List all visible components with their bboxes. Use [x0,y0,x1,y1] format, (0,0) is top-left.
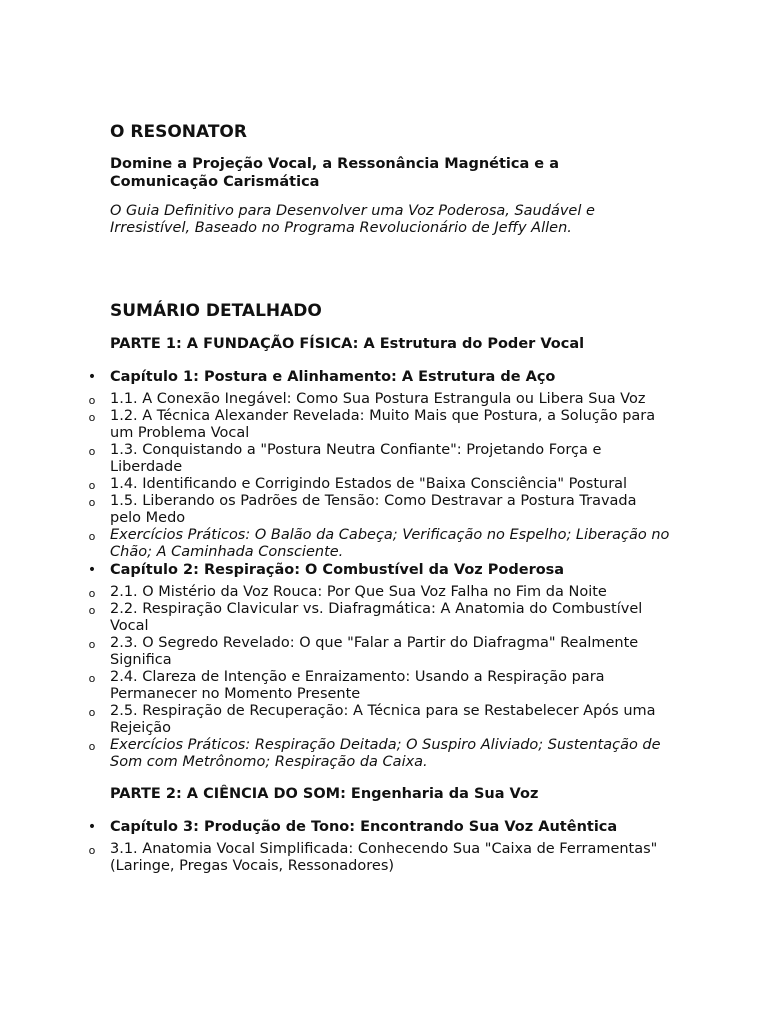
part-2-title: PARTE 2: A CIÊNCIA DO SOM: Engenharia da Sua Voz [110,786,539,802]
sub-bullet-icon: o [88,394,96,407]
sub-bullet-icon: o [88,604,96,617]
document-tagline: O Guia Definitivo para Desenvolver uma Voz Poderosa, Saudável e Irresistível, Baseado no Programa Revolucionário de Jeffy Allen. [110,203,595,236]
exercise-list-item: o Exercícios Práticos: O Balão da Cabeça; Verificação no Espelho; Liberação no Chão; A Caminhada Consciente. [110,527,670,561]
toc-heading: SUMÁRIO DETALHADO [110,301,322,321]
chapter-2-items [88,584,670,771]
document-title: O RESONATOR [110,122,247,142]
bullet-icon: • [87,562,97,578]
sub-bullet-icon: o [88,844,96,857]
chapter-1-title [87,368,670,386]
bullet-icon: • [87,369,97,385]
sub-bullet-icon: o [88,638,96,651]
chapter-3-items [88,841,670,875]
chapter-1-label: Capítulo 1: Postura e Alinhamento: A Estrutura de Aço [110,369,556,385]
chapter-2-label: Capítulo 2: Respiração: O Combustível da Voz Poderosa [110,562,565,578]
list-item: o 3.1. Anatomia Vocal Simplificada: Conhecendo Sua "Caixa de Ferramentas" (Laringe, Pregas Vocais, Ressonadores) [110,841,670,875]
chapter-1-items [88,391,670,561]
part-1-title: PARTE 1: A FUNDAÇÃO FÍSICA: A Estrutura do Poder Vocal [110,336,585,352]
document-content [87,121,670,875]
sub-bullet-icon: o [88,496,96,509]
list-item: o 1.1. A Conexão Inegável: Como Sua Postura Estrangula ou Libera Sua Voz [110,391,670,408]
list-item: o 2.3. O Segredo Revelado: O que "Falar a Partir do Diafragma" Realmente Significa [110,635,670,669]
chapter-3-label: Capítulo 3: Produção de Tono: Encontrando Sua Voz Autêntica [110,819,618,835]
sub-bullet-icon: o [88,530,96,543]
list-item: o 1.3. Conquistando a "Postura Neutra Confiante": Projetando Força e Liberdade [110,442,670,476]
list-item: o 1.5. Liberando os Padrões de Tensão: Como Destravar a Postura Travada pelo Medo [110,493,670,527]
sub-bullet-icon: o [88,740,96,753]
chapter-2-title [87,561,670,579]
sub-bullet-icon: o [88,587,96,600]
list-item: o 2.1. O Mistério da Voz Rouca: Por Que Sua Voz Falha no Fim da Noite [110,584,670,601]
list-item: o 2.4. Clareza de Intenção e Enraizamento: Usando a Respiração para Permanecer no Momento Presente [110,669,670,703]
chapter-3-title [87,818,670,836]
bullet-icon: • [87,819,97,835]
sub-bullet-icon: o [88,411,96,424]
list-item: o 1.4. Identificando e Corrigindo Estados de "Baixa Consciência" Postural [110,476,670,493]
sub-bullet-icon: o [88,672,96,685]
sub-bullet-icon: o [88,706,96,719]
list-item: o 2.2. Respiração Clavicular vs. Diafragmática: A Anatomia do Combustível Vocal [110,601,670,635]
document-subtitle: Domine a Projeção Vocal, a Ressonância Magnética e a Comunicação Carismática [110,156,559,190]
exercise-list-item: o Exercícios Práticos: Respiração Deitada; O Suspiro Aliviado; Sustentação de Som com Metrônomo; Respiração da Caixa. [110,737,670,771]
list-item: o 2.5. Respiração de Recuperação: A Técnica para se Restabelecer Após uma Rejeição [110,703,670,737]
sub-bullet-icon: o [88,445,96,458]
list-item: o 1.2. A Técnica Alexander Revelada: Muito Mais que Postura, a Solução para um Problema Vocal [110,408,670,442]
sub-bullet-icon: o [88,479,96,492]
